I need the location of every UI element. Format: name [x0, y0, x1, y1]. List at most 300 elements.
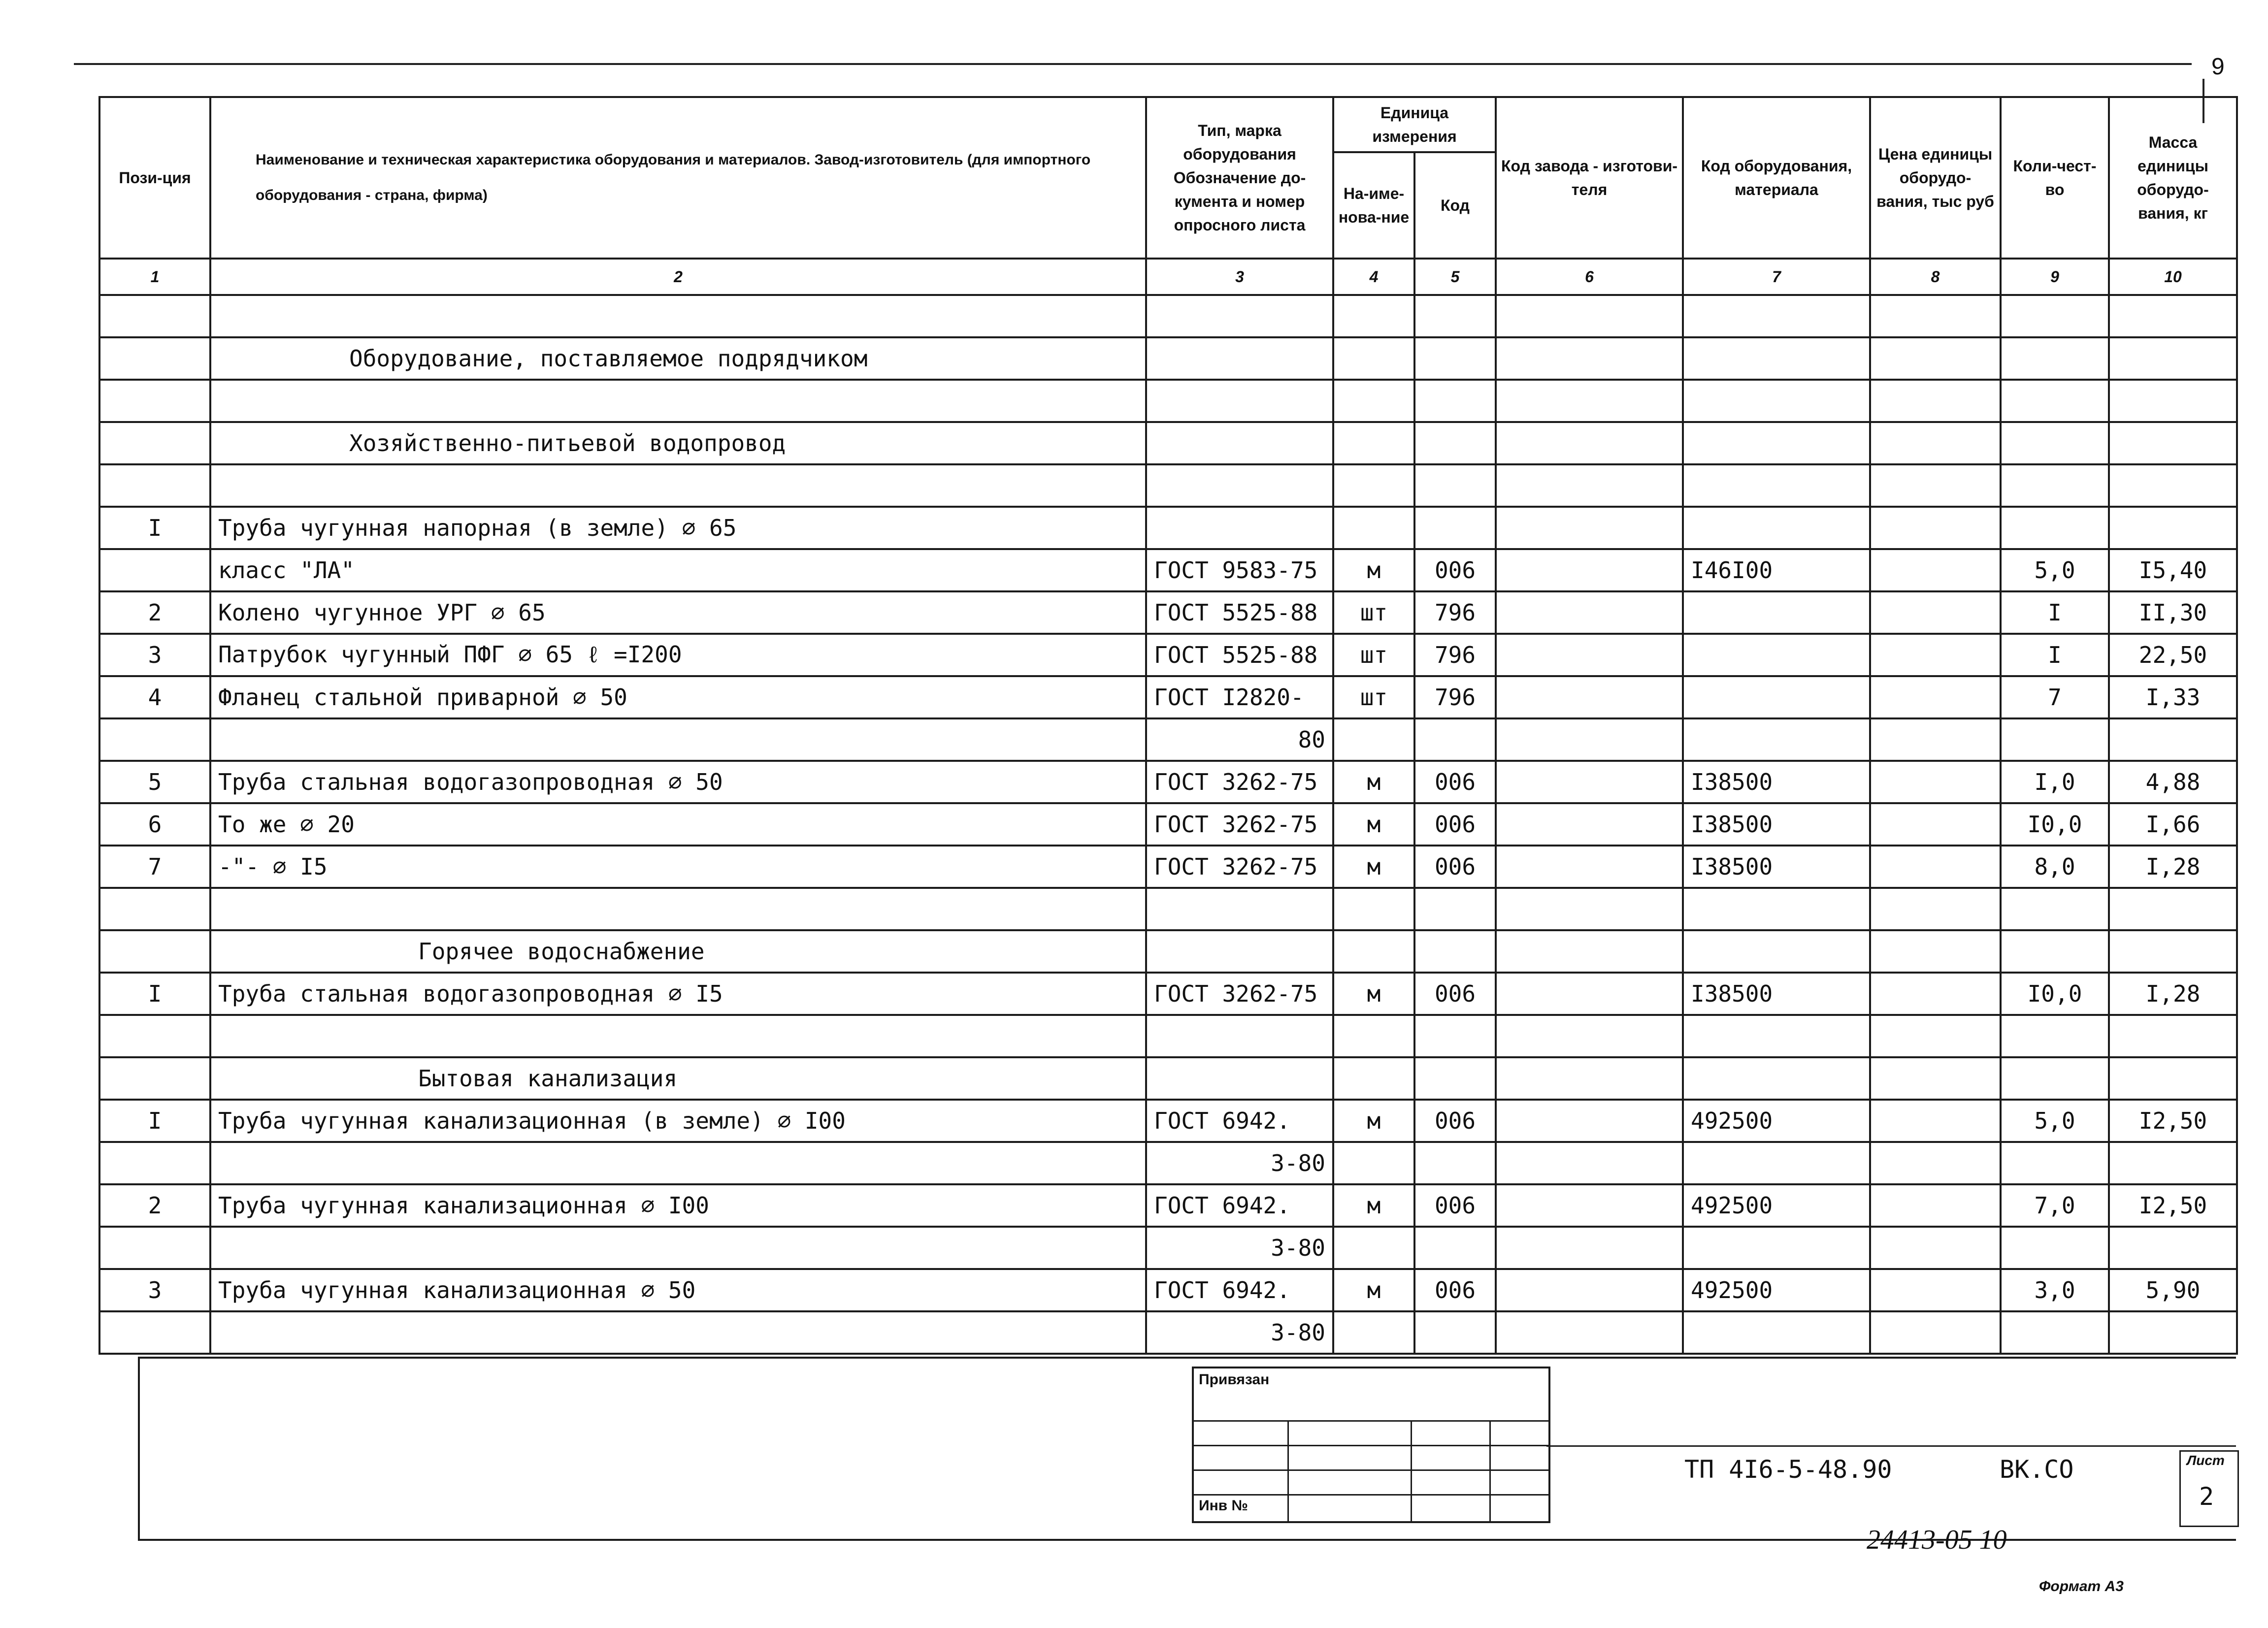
stamp-line	[1194, 1420, 1548, 1422]
cell-code: 006	[1414, 1184, 1496, 1227]
table-row	[99, 676, 2237, 718]
cell-qty	[2001, 295, 2109, 337]
cell-name: Труба чугунная канализационная (в земле) ⌀ I00	[210, 1100, 1146, 1142]
cell-code	[1414, 464, 1496, 507]
cell-unit	[1333, 1311, 1414, 1354]
cell-name: -"- ⌀ I5	[210, 846, 1146, 888]
document-suffix: ВК.СО	[2000, 1455, 2074, 1484]
cell-eq: 492500	[1683, 1100, 1870, 1142]
sheet-label: Лист	[2187, 1453, 2225, 1468]
cell-name	[210, 1227, 1146, 1269]
cell-price	[1870, 464, 2001, 507]
cell-mass: I,28	[2109, 973, 2237, 1015]
cell-unit	[1333, 380, 1414, 422]
cell-type: ГОСТ 6942.	[1146, 1100, 1333, 1142]
column-number: 4	[1333, 259, 1414, 295]
cell-type: 80	[1146, 718, 1333, 761]
approval-stamp	[1192, 1367, 1550, 1523]
cell-pos: I	[99, 973, 210, 1015]
cell-unit	[1333, 1015, 1414, 1057]
cell-code	[1414, 422, 1496, 464]
cell-qty: 5,0	[2001, 549, 2109, 591]
stamp-line	[1194, 1445, 1548, 1446]
cell-name: Труба стальная водогазопроводная ⌀ I5	[210, 973, 1146, 1015]
cell-unit: м	[1333, 846, 1414, 888]
table-row	[99, 846, 2237, 888]
cell-pos: 3	[99, 1269, 210, 1311]
cell-name: Горячее водоснабжение	[210, 930, 1146, 973]
cell-mass: I2,50	[2109, 1100, 2237, 1142]
cell-price	[1870, 930, 2001, 973]
cell-qty	[2001, 1227, 2109, 1269]
cell-name	[210, 380, 1146, 422]
table-row	[99, 337, 2237, 380]
stamp-vline	[1489, 1420, 1491, 1521]
cell-price	[1870, 718, 2001, 761]
header-unit-name: На-име-нова-ние	[1333, 152, 1414, 259]
cell-price	[1870, 1269, 2001, 1311]
cell-name: класс "ЛА"	[210, 549, 1146, 591]
cell-qty: 8,0	[2001, 846, 2109, 888]
cell-name	[210, 464, 1146, 507]
cell-factory	[1496, 422, 1683, 464]
header-pos: Пози-ция	[99, 97, 210, 259]
cell-code	[1414, 507, 1496, 549]
cell-price	[1870, 634, 2001, 676]
column-number: 10	[2109, 259, 2237, 295]
cell-price	[1870, 973, 2001, 1015]
stamp-vline	[1287, 1420, 1289, 1521]
header-unit-code: Код	[1414, 152, 1496, 259]
cell-qty	[2001, 380, 2109, 422]
table-row	[99, 1311, 2237, 1354]
cell-pos	[99, 888, 210, 930]
cell-qty: 7	[2001, 676, 2109, 718]
header-name: Наименование и техническая характеристика оборудования и материалов. Завод-изготовитель (для импортного оборудования - страна, фирма)	[210, 97, 1146, 259]
cell-name: Колено чугунное УРГ ⌀ 65	[210, 591, 1146, 634]
column-number: 7	[1683, 259, 1870, 295]
cell-qty: I0,0	[2001, 803, 2109, 846]
cell-unit	[1333, 337, 1414, 380]
table-row	[99, 1057, 2237, 1100]
cell-pos: I	[99, 507, 210, 549]
cell-pos	[99, 1311, 210, 1354]
cell-factory	[1496, 634, 1683, 676]
cell-unit	[1333, 507, 1414, 549]
cell-code	[1414, 380, 1496, 422]
cell-mass	[2109, 930, 2237, 973]
cell-eq	[1683, 1057, 1870, 1100]
cell-code	[1414, 930, 1496, 973]
cell-qty	[2001, 422, 2109, 464]
cell-eq: 492500	[1683, 1184, 1870, 1227]
table-row	[99, 464, 2237, 507]
cell-factory	[1496, 380, 1683, 422]
cell-price	[1870, 1100, 2001, 1142]
cell-type	[1146, 464, 1333, 507]
cell-factory	[1496, 1015, 1683, 1057]
cell-price	[1870, 803, 2001, 846]
cell-name: Труба чугунная напорная (в земле) ⌀ 65	[210, 507, 1146, 549]
table-row	[99, 549, 2237, 591]
cell-pos: 2	[99, 591, 210, 634]
cell-price	[1870, 846, 2001, 888]
table-row	[99, 591, 2237, 634]
cell-factory	[1496, 337, 1683, 380]
cell-pos: 4	[99, 676, 210, 718]
cell-qty: I,0	[2001, 761, 2109, 803]
cell-qty	[2001, 1015, 2109, 1057]
cell-pos	[99, 930, 210, 973]
cell-code	[1414, 1057, 1496, 1100]
cell-qty	[2001, 507, 2109, 549]
cell-factory	[1496, 1100, 1683, 1142]
cell-unit: м	[1333, 973, 1414, 1015]
cell-unit: м	[1333, 1269, 1414, 1311]
cell-type: ГОСТ 3262-75	[1146, 973, 1333, 1015]
cell-mass	[2109, 1057, 2237, 1100]
cell-code	[1414, 888, 1496, 930]
cell-pos: 5	[99, 761, 210, 803]
page-number: 9	[2211, 54, 2225, 80]
top-rule	[74, 63, 2192, 65]
cell-name: Труба стальная водогазопроводная ⌀ 50	[210, 761, 1146, 803]
format-label: Формат А3	[2039, 1578, 2124, 1595]
cell-name	[210, 1311, 1146, 1354]
table-row	[99, 507, 2237, 549]
cell-mass	[2109, 464, 2237, 507]
cell-type	[1146, 380, 1333, 422]
cell-factory	[1496, 295, 1683, 337]
cell-unit	[1333, 1057, 1414, 1100]
cell-type	[1146, 337, 1333, 380]
cell-mass	[2109, 295, 2237, 337]
cell-price	[1870, 507, 2001, 549]
header-factory-code: Код завода - изготови-теля	[1496, 97, 1683, 259]
column-number: 2	[210, 259, 1146, 295]
cell-mass	[2109, 1015, 2237, 1057]
cell-code: 006	[1414, 549, 1496, 591]
cell-eq	[1683, 380, 1870, 422]
cell-factory	[1496, 1184, 1683, 1227]
cell-code	[1414, 1015, 1496, 1057]
cell-factory	[1496, 464, 1683, 507]
cell-type: ГОСТ 3262-75	[1146, 846, 1333, 888]
header-price: Цена единицы оборудо-вания, тыс руб	[1870, 97, 2001, 259]
cell-eq	[1683, 888, 1870, 930]
cell-name: То же ⌀ 20	[210, 803, 1146, 846]
cell-factory	[1496, 930, 1683, 973]
title-block-line	[1546, 1445, 2236, 1447]
cell-eq	[1683, 1227, 1870, 1269]
cell-factory	[1496, 761, 1683, 803]
cell-pos	[99, 295, 210, 337]
cell-price	[1870, 591, 2001, 634]
cell-price	[1870, 1057, 2001, 1100]
cell-unit	[1333, 888, 1414, 930]
cell-qty: I	[2001, 591, 2109, 634]
cell-code: 796	[1414, 591, 1496, 634]
cell-code: 006	[1414, 1100, 1496, 1142]
cell-name: Патрубок чугунный ПФГ ⌀ 65 ℓ =I200	[210, 634, 1146, 676]
inventory-number: 24413-05 10	[1867, 1525, 2007, 1555]
cell-type: ГОСТ 3262-75	[1146, 761, 1333, 803]
stamp-line	[1194, 1494, 1548, 1496]
cell-name	[210, 295, 1146, 337]
column-number: 1	[99, 259, 210, 295]
cell-qty: I0,0	[2001, 973, 2109, 1015]
cell-unit	[1333, 464, 1414, 507]
cell-factory	[1496, 1227, 1683, 1269]
cell-name: Бытовая канализация	[210, 1057, 1146, 1100]
cell-name	[210, 1142, 1146, 1184]
cell-factory	[1496, 1142, 1683, 1184]
stamp-vline	[1411, 1420, 1412, 1521]
cell-mass	[2109, 1311, 2237, 1354]
stamp-attached-label: Привязан	[1199, 1371, 1270, 1388]
cell-eq: 492500	[1683, 1269, 1870, 1311]
cell-pos	[99, 1227, 210, 1269]
cell-type: ГОСТ I2820-	[1146, 676, 1333, 718]
cell-type: ГОСТ 3262-75	[1146, 803, 1333, 846]
cell-price	[1870, 337, 2001, 380]
cell-name: Труба чугунная канализационная ⌀ I00	[210, 1184, 1146, 1227]
cell-eq: I38500	[1683, 761, 1870, 803]
cell-mass	[2109, 1142, 2237, 1184]
table-row	[99, 803, 2237, 846]
header-unit-group: Единица измерения	[1333, 97, 1496, 152]
cell-type: 3-80	[1146, 1311, 1333, 1354]
header-type: Тип, марка оборудования Обозначение до-кумента и номер опросного листа	[1146, 97, 1333, 259]
cell-factory	[1496, 1269, 1683, 1311]
cell-type	[1146, 1015, 1333, 1057]
cell-factory	[1496, 676, 1683, 718]
cell-type	[1146, 930, 1333, 973]
cell-factory	[1496, 888, 1683, 930]
cell-pos: 6	[99, 803, 210, 846]
cell-mass: I,33	[2109, 676, 2237, 718]
bottom-frame-top	[138, 1357, 2236, 1359]
sheet-number: 2	[2199, 1482, 2214, 1511]
cell-unit: шт	[1333, 591, 1414, 634]
cell-qty	[2001, 1057, 2109, 1100]
cell-name	[210, 1015, 1146, 1057]
cell-pos: 7	[99, 846, 210, 888]
cell-pos	[99, 380, 210, 422]
cell-type	[1146, 888, 1333, 930]
cell-qty: 3,0	[2001, 1269, 2109, 1311]
cell-mass	[2109, 422, 2237, 464]
cell-type: ГОСТ 6942.	[1146, 1269, 1333, 1311]
cell-factory	[1496, 591, 1683, 634]
header-row	[99, 97, 2237, 152]
cell-factory	[1496, 1057, 1683, 1100]
cell-unit: шт	[1333, 676, 1414, 718]
cell-type: 3-80	[1146, 1227, 1333, 1269]
cell-factory	[1496, 549, 1683, 591]
cell-code	[1414, 1311, 1496, 1354]
cell-price	[1870, 888, 2001, 930]
cell-name	[210, 888, 1146, 930]
cell-price	[1870, 1227, 2001, 1269]
cell-pos	[99, 1142, 210, 1184]
cell-pos	[99, 1015, 210, 1057]
table-row	[99, 380, 2237, 422]
table-row	[99, 973, 2237, 1015]
cell-qty	[2001, 1311, 2109, 1354]
cell-factory	[1496, 846, 1683, 888]
column-number: 3	[1146, 259, 1333, 295]
cell-type	[1146, 422, 1333, 464]
column-number: 9	[2001, 259, 2109, 295]
cell-mass: 4,88	[2109, 761, 2237, 803]
cell-eq	[1683, 930, 1870, 973]
table-row	[99, 295, 2237, 337]
cell-pos	[99, 464, 210, 507]
cell-mass: I5,40	[2109, 549, 2237, 591]
cell-eq	[1683, 422, 1870, 464]
table-row	[99, 930, 2237, 973]
cell-unit	[1333, 1227, 1414, 1269]
cell-qty: 7,0	[2001, 1184, 2109, 1227]
table-row	[99, 718, 2237, 761]
cell-type: ГОСТ 6942.	[1146, 1184, 1333, 1227]
cell-unit	[1333, 718, 1414, 761]
cell-code: 006	[1414, 803, 1496, 846]
specification-table	[99, 96, 2238, 1355]
cell-price	[1870, 676, 2001, 718]
cell-code: 006	[1414, 761, 1496, 803]
cell-price	[1870, 295, 2001, 337]
stamp-inv-label: Инв №	[1199, 1498, 1248, 1514]
table-row	[99, 888, 2237, 930]
table-row	[99, 761, 2237, 803]
cell-pos: 2	[99, 1184, 210, 1227]
cell-mass: I,28	[2109, 846, 2237, 888]
cell-qty	[2001, 888, 2109, 930]
cell-type	[1146, 507, 1333, 549]
cell-name: Труба чугунная канализационная ⌀ 50	[210, 1269, 1146, 1311]
cell-price	[1870, 380, 2001, 422]
cell-name	[210, 718, 1146, 761]
document-code: ТП 4I6-5-48.90	[1684, 1455, 1892, 1484]
cell-price	[1870, 549, 2001, 591]
cell-mass	[2109, 507, 2237, 549]
cell-unit	[1333, 1142, 1414, 1184]
cell-mass: II,30	[2109, 591, 2237, 634]
table-row	[99, 1269, 2237, 1311]
cell-pos	[99, 1057, 210, 1100]
cell-code	[1414, 718, 1496, 761]
cell-eq	[1683, 676, 1870, 718]
cell-unit: м	[1333, 549, 1414, 591]
cell-code: 006	[1414, 846, 1496, 888]
cell-type: 3-80	[1146, 1142, 1333, 1184]
cell-code	[1414, 1142, 1496, 1184]
cell-name: Хозяйственно-питьевой водопровод	[210, 422, 1146, 464]
table-row	[99, 1142, 2237, 1184]
cell-pos: 3	[99, 634, 210, 676]
cell-mass	[2109, 888, 2237, 930]
cell-eq	[1683, 295, 1870, 337]
bottom-frame-left	[138, 1357, 140, 1541]
cell-eq: I38500	[1683, 803, 1870, 846]
cell-factory	[1496, 718, 1683, 761]
column-number: 6	[1496, 259, 1683, 295]
cell-qty	[2001, 930, 2109, 973]
header-mass: Масса единицы оборудо-вания, кг	[2109, 97, 2237, 259]
column-number-row	[99, 259, 2237, 295]
cell-type	[1146, 1057, 1333, 1100]
cell-factory	[1496, 803, 1683, 846]
cell-factory	[1496, 973, 1683, 1015]
cell-name: Оборудование, поставляемое подрядчиком	[210, 337, 1146, 380]
cell-qty	[2001, 1142, 2109, 1184]
stamp-line	[1194, 1469, 1548, 1471]
cell-eq	[1683, 1015, 1870, 1057]
cell-mass: 5,90	[2109, 1269, 2237, 1311]
cell-mass	[2109, 1227, 2237, 1269]
cell-unit	[1333, 422, 1414, 464]
cell-unit	[1333, 295, 1414, 337]
cell-unit: м	[1333, 761, 1414, 803]
cell-pos: I	[99, 1100, 210, 1142]
cell-eq	[1683, 337, 1870, 380]
cell-mass: I2,50	[2109, 1184, 2237, 1227]
cell-code	[1414, 337, 1496, 380]
cell-unit: шт	[1333, 634, 1414, 676]
cell-name: Фланец стальной приварной ⌀ 50	[210, 676, 1146, 718]
cell-mass	[2109, 718, 2237, 761]
cell-mass: 22,50	[2109, 634, 2237, 676]
cell-eq	[1683, 591, 1870, 634]
cell-code: 006	[1414, 1269, 1496, 1311]
header-qty: Коли-чест-во	[2001, 97, 2109, 259]
cell-price	[1870, 1184, 2001, 1227]
cell-qty: 5,0	[2001, 1100, 2109, 1142]
table-row	[99, 1015, 2237, 1057]
cell-price	[1870, 1015, 2001, 1057]
cell-type: ГОСТ 5525-88	[1146, 591, 1333, 634]
table-row	[99, 634, 2237, 676]
cell-qty	[2001, 464, 2109, 507]
cell-mass: I,66	[2109, 803, 2237, 846]
cell-price	[1870, 1311, 2001, 1354]
table-row	[99, 1227, 2237, 1269]
cell-qty	[2001, 337, 2109, 380]
cell-factory	[1496, 1311, 1683, 1354]
cell-pos	[99, 549, 210, 591]
cell-eq: I38500	[1683, 973, 1870, 1015]
header-equipment-code: Код оборудования, материала	[1683, 97, 1870, 259]
cell-mass	[2109, 337, 2237, 380]
cell-code: 796	[1414, 634, 1496, 676]
table-row	[99, 1184, 2237, 1227]
table-row	[99, 422, 2237, 464]
cell-eq	[1683, 634, 1870, 676]
cell-type: ГОСТ 9583-75	[1146, 549, 1333, 591]
cell-eq	[1683, 718, 1870, 761]
cell-qty: I	[2001, 634, 2109, 676]
cell-pos	[99, 422, 210, 464]
cell-price	[1870, 761, 2001, 803]
cell-code	[1414, 1227, 1496, 1269]
cell-eq: I38500	[1683, 846, 1870, 888]
cell-eq	[1683, 464, 1870, 507]
cell-eq	[1683, 507, 1870, 549]
cell-price	[1870, 1142, 2001, 1184]
cell-unit: м	[1333, 1184, 1414, 1227]
